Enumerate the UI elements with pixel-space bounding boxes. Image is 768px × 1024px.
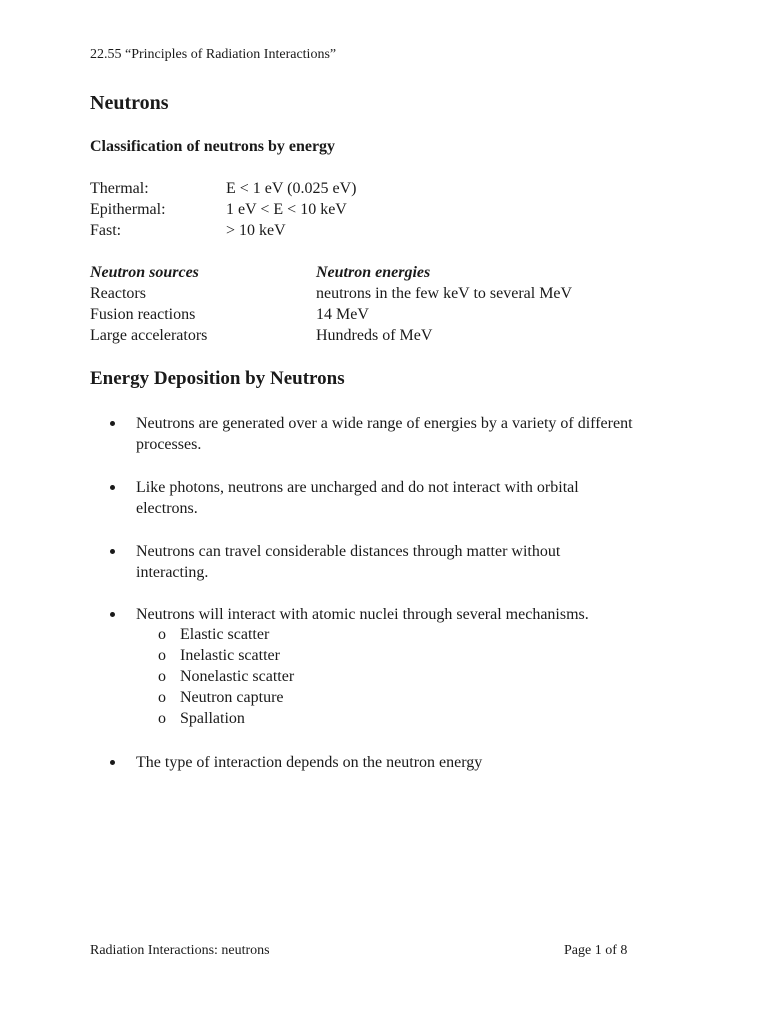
source-energy: neutrons in the few keV to several MeV bbox=[316, 285, 573, 302]
bullet-text: The type of interaction depends on the neutron energy bbox=[136, 754, 483, 771]
page-number: Page 1 of 8 bbox=[564, 943, 628, 958]
bullet-text: Like photons, neutrons are uncharged and do not interact with orbital electrons. bbox=[136, 479, 579, 517]
classification-heading: Classification of neutrons by energy bbox=[90, 138, 336, 155]
source-name: Fusion reactions bbox=[90, 306, 196, 323]
source-energy: Hundreds of MeV bbox=[316, 327, 433, 344]
bullet-dot-icon bbox=[110, 485, 115, 490]
mechanism-text: Neutron capture bbox=[180, 689, 284, 706]
source-energy: 14 MeV bbox=[316, 306, 369, 323]
bullet-text: Neutrons will interact with atomic nuclei through several mechanisms. bbox=[136, 606, 589, 623]
mechanism-text: Spallation bbox=[180, 710, 245, 727]
sub-bullet-marker: o bbox=[158, 710, 166, 727]
footer-title: Radiation Interactions: neutrons bbox=[90, 943, 270, 958]
bullet-dot-icon bbox=[110, 760, 115, 765]
sub-bullet-marker: o bbox=[158, 668, 166, 685]
classification-label: Fast: bbox=[90, 222, 122, 239]
sub-bullet-marker: o bbox=[158, 626, 166, 643]
page-title: Neutrons bbox=[90, 92, 169, 114]
sub-bullet-marker: o bbox=[158, 689, 166, 706]
classification-label: Thermal: bbox=[90, 180, 149, 197]
bullet-dot-icon bbox=[110, 612, 115, 617]
energies-column-header: Neutron energies bbox=[316, 264, 431, 281]
sources-column-header: Neutron sources bbox=[90, 264, 199, 281]
mechanism-text: Elastic scatter bbox=[180, 626, 270, 643]
classification-value: > 10 keV bbox=[226, 222, 286, 239]
bullet-dot-icon bbox=[110, 549, 115, 554]
source-name: Reactors bbox=[90, 285, 146, 302]
mechanism-text: Inelastic scatter bbox=[180, 647, 280, 664]
classification-value: E < 1 eV (0.025 eV) bbox=[226, 180, 357, 197]
course-header: 22.55 “Principles of Radiation Interactions” bbox=[90, 47, 337, 62]
bullet-dot-icon bbox=[110, 421, 115, 426]
classification-label: Epithermal: bbox=[90, 201, 166, 218]
deposition-heading: Energy Deposition by Neutrons bbox=[90, 368, 345, 389]
source-name: Large accelerators bbox=[90, 327, 208, 344]
bullet-text: Neutrons can travel considerable distances through matter without interacting. bbox=[136, 543, 561, 581]
mechanism-text: Nonelastic scatter bbox=[180, 668, 295, 685]
bullet-text: Neutrons are generated over a wide range of energies by a variety of different processes. bbox=[136, 415, 633, 453]
sub-bullet-marker: o bbox=[158, 647, 166, 664]
classification-value: 1 eV < E < 10 keV bbox=[226, 201, 347, 218]
